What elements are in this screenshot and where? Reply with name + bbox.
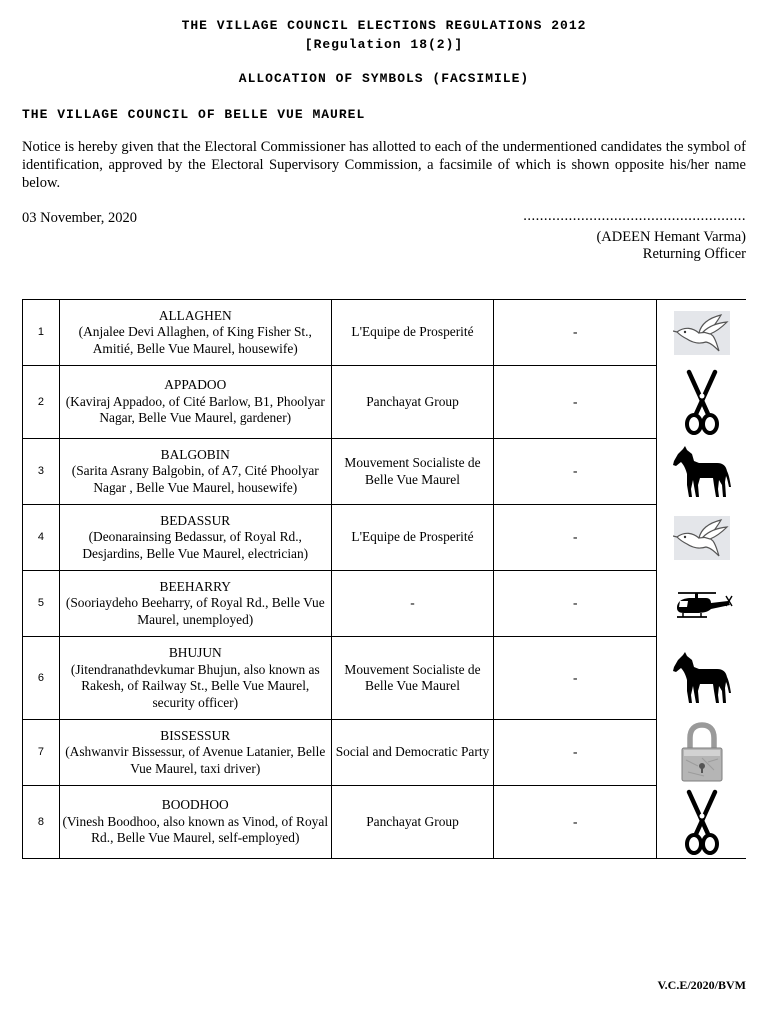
candidate-surname: BEDASSUR: [160, 512, 231, 528]
candidate-details: (Anjalee Devi Allaghen, of King Fisher St., Amitié, Belle Vue Maurel, housewife): [78, 324, 312, 356]
candidate-details: (Kaviraj Appadoo, of Cité Barlow, B1, Phoolyar Nagar, Belle Vue Maurel, gardener): [65, 393, 325, 426]
officer-title: Returning Officer: [642, 246, 746, 262]
table-row: [23, 439, 747, 505]
candidate-cell: [59, 637, 331, 720]
candidate-number: 8: [23, 786, 60, 859]
candidate-extra: -: [494, 366, 657, 439]
candidate-party: L'Equipe de Prosperité: [331, 505, 494, 571]
candidate-details: (Vinesh Boodhoo, also known as Vinod, of Royal Rd., Belle Vue Maurel, self-employed): [62, 813, 329, 846]
candidate-party: Panchayat Group: [331, 366, 494, 439]
helicopter-icon: [657, 584, 746, 624]
candidate-party: Social and Democratic Party: [331, 720, 494, 786]
candidate-number: 1: [23, 300, 60, 366]
candidate-number: 2: [23, 366, 60, 439]
padlock-icon: [657, 722, 746, 784]
candidate-extra: -: [494, 571, 657, 637]
table-row: [23, 786, 747, 859]
signature-line: ......................................................: [523, 208, 746, 224]
candidate-cell: [59, 366, 331, 439]
candidate-cell: [59, 786, 331, 859]
candidate-cell: [59, 439, 331, 505]
table-row: [23, 366, 747, 439]
candidate-extra: -: [494, 505, 657, 571]
candidate-details: (Ashwanvir Bissessur, of Avenue Latanier, Belle Vue Maurel, taxi driver): [65, 744, 326, 776]
candidate-extra: -: [494, 786, 657, 859]
candidate-surname: APPADOO: [164, 377, 227, 393]
candidate-symbol: [657, 720, 746, 786]
candidate-symbol: [657, 571, 746, 637]
candidate-cell: [59, 300, 331, 366]
candidates-table: [22, 299, 746, 859]
candidate-number: 6: [23, 637, 60, 720]
candidate-cell: [59, 571, 331, 637]
candidate-details: (Sooriaydeho Beeharry, of Royal Rd., Belle Vue Maurel, unemployed): [65, 595, 325, 627]
table-row: [23, 571, 747, 637]
candidate-extra: -: [494, 439, 657, 505]
candidate-details: (Deonarainsing Bedassur, of Royal Rd., Desjardins, Belle Vue Maurel, electrician): [82, 529, 309, 561]
candidate-number: 5: [23, 571, 60, 637]
candidate-cell: [59, 505, 331, 571]
horse-icon: [657, 651, 746, 705]
candidate-surname: BOODHOO: [161, 797, 229, 813]
candidate-party: Panchayat Group: [331, 786, 494, 859]
candidate-number: 7: [23, 720, 60, 786]
table-row: [23, 637, 747, 720]
candidate-surname: BHUJUN: [168, 645, 222, 660]
bird-icon: [657, 310, 746, 356]
candidate-symbol: [657, 439, 746, 505]
candidate-details: (Sarita Asrany Balgobin, of A7, Cité Phoolyar Nagar , Belle Vue Maurel, housewife): [71, 463, 319, 495]
candidate-extra: -: [494, 300, 657, 366]
candidate-cell: [59, 720, 331, 786]
document-code: V.C.E/2020/BVM: [657, 978, 746, 992]
candidate-party: Mouvement Socialiste de Belle Vue Maurel: [331, 439, 494, 505]
candidate-extra: -: [494, 637, 657, 720]
table-row: [23, 505, 747, 571]
candidate-party: Mouvement Socialiste de Belle Vue Maurel: [331, 637, 494, 720]
candidate-details: (Jitendranathdevkumar Bhujun, also known as Rakesh, of Railway St., Belle Vue Maurel, security officer): [70, 661, 320, 710]
candidate-symbol: [657, 505, 746, 571]
council-name: THE VILLAGE COUNCIL OF BELLE VUE MAUREL: [22, 107, 366, 122]
table-row: [23, 300, 747, 366]
bird-icon: [657, 515, 746, 561]
regulations-title: THE VILLAGE COUNCIL ELECTIONS REGULATIONS 2012: [181, 18, 587, 33]
candidate-surname: BALGOBIN: [160, 446, 230, 462]
candidate-surname: ALLAGHEN: [158, 307, 232, 323]
candidate-symbol: [657, 786, 746, 859]
candidate-surname: BEEHARRY: [159, 578, 231, 594]
scissors-icon: [657, 789, 746, 855]
candidate-symbol: [657, 637, 746, 720]
officer-name: (ADEEN Hemant Varma): [596, 229, 746, 245]
candidate-party: -: [331, 571, 494, 637]
candidate-extra: -: [494, 720, 657, 786]
notice-date: 03 November, 2020: [22, 210, 137, 226]
candidate-party: L'Equipe de Prosperité: [331, 300, 494, 366]
allocation-title: ALLOCATION OF SYMBOLS (FACSIMILE): [238, 71, 530, 86]
regulation-reference: [Regulation 18(2)]: [304, 37, 464, 52]
candidate-surname: BISSESSUR: [160, 727, 231, 743]
notice-text: Notice is hereby given that the Electoral Commissioner has allotted to each of the undermentioned candidates the symbol of identification, approved by the Electoral Supervisory Commission, a facsimile of which is shown opposite his/her name below.: [22, 139, 746, 191]
candidate-number: 4: [23, 505, 60, 571]
candidate-symbol: [657, 366, 746, 439]
horse-icon: [657, 445, 746, 499]
candidate-number: 3: [23, 439, 60, 505]
scissors-icon: [657, 369, 746, 435]
candidate-symbol: [657, 300, 746, 366]
table-row: [23, 720, 747, 786]
